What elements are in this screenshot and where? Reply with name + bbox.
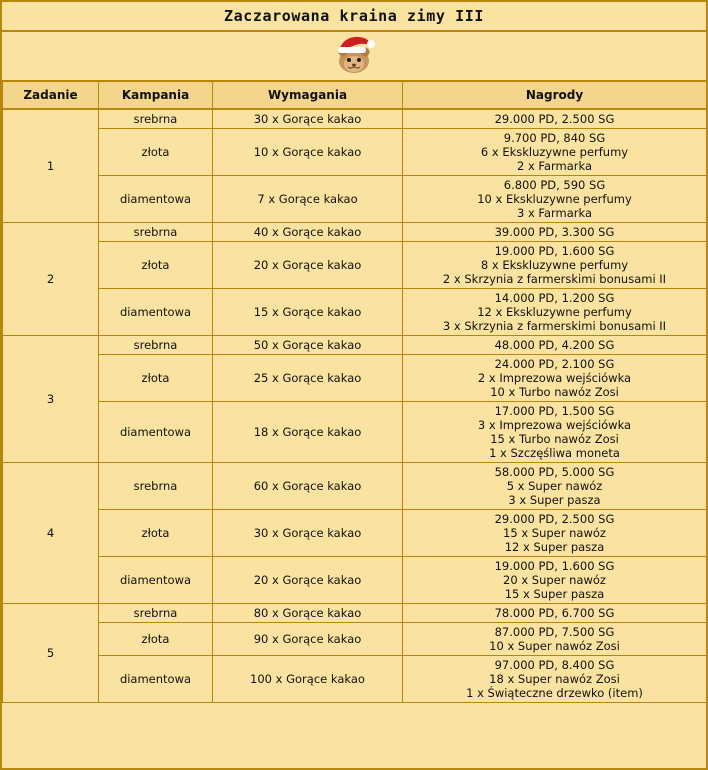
table-row xyxy=(3,109,707,129)
reward-line: 3 x Imprezowa wejściówka xyxy=(477,418,632,432)
table-row xyxy=(3,557,707,604)
santa-hamster-icon xyxy=(324,33,384,79)
campaign-cell: diamentowa xyxy=(99,557,213,604)
reward-line: 3 x Farmarka xyxy=(516,206,593,220)
requirement-cell: 60 x Gorące kakao xyxy=(213,463,403,510)
table-row xyxy=(3,176,707,223)
reward-line: 15 x Super nawóz xyxy=(503,526,606,540)
table-row xyxy=(3,355,707,402)
reward-line: 8 x Ekskluzywne perfumy xyxy=(480,258,629,272)
title-bar xyxy=(2,2,706,32)
campaign-cell: srebrna xyxy=(99,223,213,242)
quests-table xyxy=(2,82,707,703)
campaign-cell: złota xyxy=(99,242,213,289)
table-header xyxy=(3,82,707,109)
reward-line: 18 x Super nawóz Zosi xyxy=(489,672,620,686)
reward-line: 15 x Super pasza xyxy=(504,587,605,601)
reward-line: 24.000 PD, 2.100 SG xyxy=(494,357,615,371)
reward-line: 10 x Ekskluzywne perfumy xyxy=(477,192,632,206)
table-header-row xyxy=(3,82,707,109)
table-row xyxy=(3,336,707,355)
reward-line: 5 x Super nawóz xyxy=(506,479,603,493)
table-row xyxy=(3,604,707,623)
table-row xyxy=(3,223,707,242)
table-row xyxy=(3,242,707,289)
reward-line: 97.000 PD, 8.400 SG xyxy=(494,658,615,672)
rewards-cell xyxy=(403,289,707,336)
task-number-cell: 2 xyxy=(3,223,99,336)
column-header-task: Zadanie xyxy=(3,82,99,109)
reward-line: 6.800 PD, 590 SG xyxy=(503,178,606,192)
requirement-cell: 20 x Gorące kakao xyxy=(213,557,403,604)
rewards-cell xyxy=(403,604,707,623)
requirement-cell: 90 x Gorące kakao xyxy=(213,623,403,656)
requirement-cell: 80 x Gorące kakao xyxy=(213,604,403,623)
table-row xyxy=(3,129,707,176)
rewards-cell xyxy=(403,336,707,355)
requirement-cell: 30 x Gorące kakao xyxy=(213,510,403,557)
table-row xyxy=(3,289,707,336)
reward-line: 15 x Turbo nawóz Zosi xyxy=(490,432,619,446)
reward-line: 3 x Super pasza xyxy=(508,493,601,507)
campaign-cell: diamentowa xyxy=(99,176,213,223)
reward-line: 17.000 PD, 1.500 SG xyxy=(494,404,615,418)
column-header-rewards: Nagrody xyxy=(403,82,707,109)
rewards-cell xyxy=(403,557,707,604)
campaign-cell: diamentowa xyxy=(99,289,213,336)
rewards-cell xyxy=(403,656,707,703)
table-row xyxy=(3,656,707,703)
requirement-cell: 7 x Gorące kakao xyxy=(213,176,403,223)
campaign-cell: srebrna xyxy=(99,463,213,510)
requirement-cell: 15 x Gorące kakao xyxy=(213,289,403,336)
rewards-cell xyxy=(403,109,707,129)
rewards-cell xyxy=(403,355,707,402)
reward-line: 2 x Skrzynia z farmerskimi bonusami II xyxy=(442,272,667,286)
table-row xyxy=(3,623,707,656)
reward-line: 19.000 PD, 1.600 SG xyxy=(494,244,615,258)
requirement-cell: 10 x Gorące kakao xyxy=(213,129,403,176)
reward-line: 2 x Farmarka xyxy=(516,159,593,173)
reward-line: 48.000 PD, 4.200 SG xyxy=(494,338,615,352)
table-body xyxy=(3,109,707,703)
reward-line: 12 x Ekskluzywne perfumy xyxy=(477,305,632,319)
reward-line: 2 x Imprezowa wejściówka xyxy=(477,371,632,385)
requirement-cell: 50 x Gorące kakao xyxy=(213,336,403,355)
reward-line: 58.000 PD, 5.000 SG xyxy=(494,465,615,479)
requirement-cell: 40 x Gorące kakao xyxy=(213,223,403,242)
task-number-cell: 5 xyxy=(3,604,99,703)
requirement-cell: 20 x Gorące kakao xyxy=(213,242,403,289)
task-number-cell: 1 xyxy=(3,109,99,223)
table-row xyxy=(3,463,707,510)
reward-line: 1 x Świąteczne drzewko (item) xyxy=(466,686,643,700)
campaign-cell: złota xyxy=(99,355,213,402)
rewards-cell xyxy=(403,176,707,223)
reward-line: 3 x Skrzynia z farmerskimi bonusami II xyxy=(442,319,667,333)
rewards-cell xyxy=(403,402,707,463)
column-header-campaign: Kampania xyxy=(99,82,213,109)
reward-line: 29.000 PD, 2.500 SG xyxy=(494,112,615,126)
campaign-cell: srebrna xyxy=(99,336,213,355)
reward-line: 12 x Super pasza xyxy=(504,540,605,554)
table-row xyxy=(3,402,707,463)
reward-line: 9.700 PD, 840 SG xyxy=(503,131,606,145)
campaign-cell: srebrna xyxy=(99,109,213,129)
table-row xyxy=(3,510,707,557)
column-header-requirements: Wymagania xyxy=(213,82,403,109)
rewards-cell xyxy=(403,129,707,176)
reward-line: 14.000 PD, 1.200 SG xyxy=(494,291,615,305)
reward-line: 87.000 PD, 7.500 SG xyxy=(494,625,615,639)
rewards-cell xyxy=(403,223,707,242)
requirement-cell: 30 x Gorące kakao xyxy=(213,109,403,129)
task-number-cell: 3 xyxy=(3,336,99,463)
reward-line: 10 x Super nawóz Zosi xyxy=(489,639,620,653)
campaign-cell: złota xyxy=(99,129,213,176)
campaign-cell: diamentowa xyxy=(99,402,213,463)
rewards-cell xyxy=(403,463,707,510)
campaign-cell: diamentowa xyxy=(99,656,213,703)
banner xyxy=(2,32,706,82)
requirement-cell: 100 x Gorące kakao xyxy=(213,656,403,703)
requirement-cell: 25 x Gorące kakao xyxy=(213,355,403,402)
page-title: Zaczarowana kraina zimy III xyxy=(223,7,485,25)
reward-line: 20 x Super nawóz xyxy=(503,573,606,587)
campaign-cell: złota xyxy=(99,623,213,656)
campaign-cell: złota xyxy=(99,510,213,557)
reward-line: 1 x Szczęśliwa moneta xyxy=(489,446,620,460)
reward-line: 10 x Turbo nawóz Zosi xyxy=(490,385,619,399)
rewards-cell xyxy=(403,510,707,557)
campaign-cell: srebrna xyxy=(99,604,213,623)
rewards-cell xyxy=(403,623,707,656)
requirement-cell: 18 x Gorące kakao xyxy=(213,402,403,463)
reward-line: 78.000 PD, 6.700 SG xyxy=(494,606,615,620)
rewards-cell xyxy=(403,242,707,289)
task-number-cell: 4 xyxy=(3,463,99,604)
reward-line: 39.000 PD, 3.300 SG xyxy=(494,225,615,239)
reward-line: 6 x Ekskluzywne perfumy xyxy=(480,145,629,159)
reward-line: 19.000 PD, 1.600 SG xyxy=(494,559,615,573)
reward-line: 29.000 PD, 2.500 SG xyxy=(494,512,615,526)
